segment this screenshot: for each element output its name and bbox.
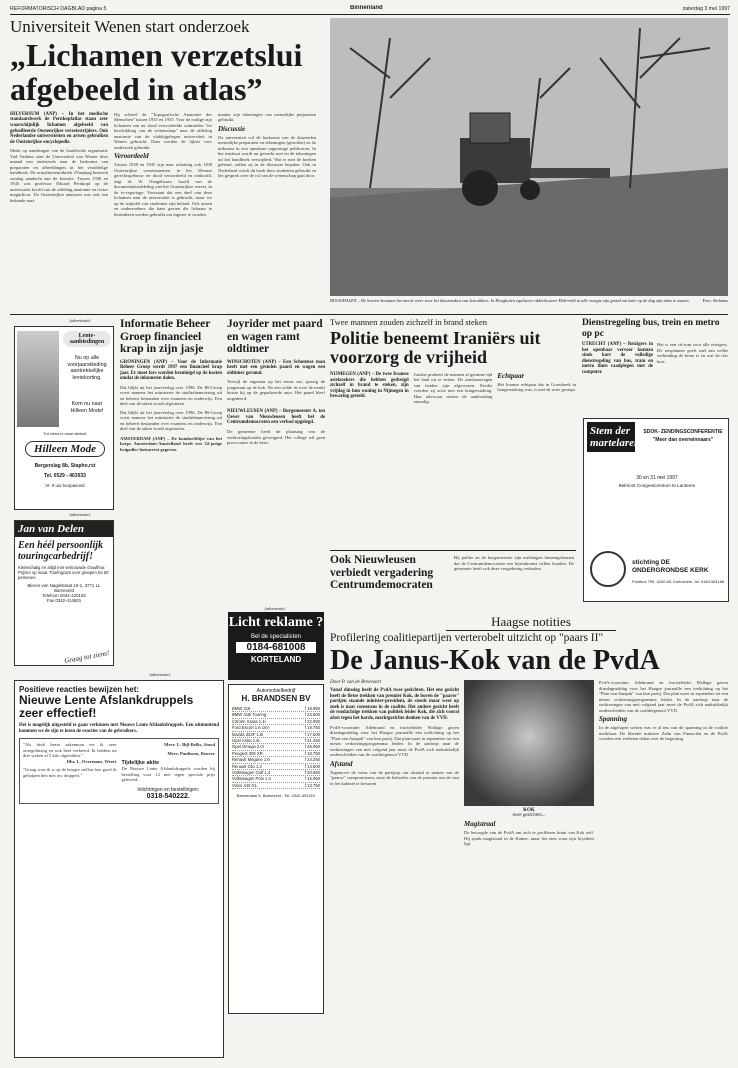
hilleen-phone: Tel. 0529 - 463933 xyxy=(44,473,86,479)
licht-title: Licht reklame ? xyxy=(228,615,324,630)
iraniers-body: Justitie probeert de mannen al geruime tijd het land uit te zetten. De asielaanvragen van beiden zijn afgewezen. Eerder voerden zij actie met een hongerstaking. Hun advocaat noemt de aanhouding onnodig. xyxy=(413,371,493,405)
positieve-kicker: Positieve reacties bewijzen het: xyxy=(19,685,140,694)
nieuwleusen-headline: Ook Nieuwleusen verbiedt vergadering Centrumdemocraten xyxy=(330,554,434,591)
main-article xyxy=(10,18,320,340)
brandsen-model: Mazda 323F 1.5i xyxy=(232,731,264,737)
dienstregeling-headline: Dienstregeling bus, trein en metro op pc xyxy=(582,318,720,339)
brandsen-price: f 18.950 xyxy=(304,706,320,711)
brandsen-price: f 23.500 xyxy=(304,712,320,718)
positieve-order: De Nieuwe Lente Afslankdruppels worden bij bestelling voor 12 mei tegen speciale prijs geleverd. xyxy=(121,766,215,783)
positieve-order-title: Tijdelijke aktie xyxy=(121,760,160,767)
brandsen-stock-list xyxy=(232,706,320,789)
brandsen-price: f 21.450 xyxy=(304,738,320,744)
dienstregeling-lead: UTRECHT (ANP) – Reizigers in het openbaar vervoer kunnen sinds kort de volledige dienstregeling van bus, tram en metro thuis raadplegen met de computer. xyxy=(582,342,653,375)
haagse-label: Haagse notities xyxy=(446,614,616,631)
haagse-lead: Vanaf dinsdag heeft de PvdA twee gezichten. Het ene gezicht heeft de fletse trekken van premier Kok, de boven de "paarse" partijen staande minister-president, de steeds maar weer op zoek is naar consensus in de coalitie. Het andere gezicht heeft de roodachtige trekken van politiek leider Kok, die zich vooral afzet tegen het harde, marktgerichte denken van de VVD. xyxy=(330,688,459,722)
brandsen-price: f 26.950 xyxy=(304,744,320,750)
header-date: zaterdag 3 mei 1997 xyxy=(682,6,730,12)
main-kicker: Universiteit Wenen start onderzoek xyxy=(10,18,250,36)
delen-name: Jan van Delen xyxy=(15,521,113,537)
nieuwleusen-body: De gemeente heeft de plaatsing van de verkiezingsborden geweigerd. Het college wil geen provocaties in de kern. xyxy=(227,429,325,446)
brandsen-model: Peugeot 306 XR xyxy=(232,750,263,756)
brandsen-model: Volkswagen Polo 1.4 xyxy=(232,776,271,782)
joyrider-headline: Joyrider met paard en wagen ramt oldtimer xyxy=(227,318,323,355)
iraniers-body-2: Het Iraanse echtpaar dat in Groesbeek in hongerstaking was, is met de actie gestopt. xyxy=(497,381,576,393)
iraniers-article xyxy=(330,318,576,548)
kok-caption: twee gezichten... xyxy=(512,813,546,819)
hilleen-line-2: aanbiedingen xyxy=(69,339,105,345)
tractor-photo xyxy=(330,18,728,296)
main-body-5: De universiteit wil de herkomst van de duizenden menselijke preparaten en tekeningen (gestolen) en de uitkomst in een openbare rapportage publiceren. In het instituut wordt nu gewerkt met en de tekeningen uit het handboek verwijderd. Wat er met de boeken gebeurt, zullen zij in de discussie bepalen. Ook in Nederland wordt dit boek door studenten gebruikt en het gesprek over de rol van de wetenschap gaat door. xyxy=(218,134,316,179)
main-body-1: Mede op aandringen van de Israëlische organisatie Yad Vashem start de Universiteit van Wenen deze maand een onderzoek naar de herkomst van preparaten en afbeeldingen in het verafdelige handboek. De actualiteitenrubriek 2Vandaag besteedt zondag aandacht aan de kwestie. Tussen 1938 en 1945 was professor Eduard Pernkopf op de universiteit hoofd van de afdeling anatomie en rector magnificus. De Oostenrijkse anatoom was ook een bekende nazi. xyxy=(10,148,108,203)
positieve-phone: 0318-540222. xyxy=(146,792,190,800)
joyrider-body: Terwijl de eigenaar op het terras zat, sprong de jongeman op de bok. Na een wilde rit over de markt botste hij op de geparkeerde auto. Het paard bleef ongedeerd. xyxy=(227,379,325,401)
positieve-info: Inlichtingen en bestellingen: xyxy=(137,786,200,793)
nieuwleusen-lead: NIEUWLEUSEN (ANP) – Burgemeester A. ten Oever van Nieuwleusen heeft bel de Centrumdemocraten een verbod opgelegd. xyxy=(227,409,325,426)
brandsen-price: f 14.500 xyxy=(304,763,320,769)
positieve-headline: Nieuwe Lente Afslankdruppels zeer effectief! xyxy=(19,693,194,720)
haagse-body-4: In de afgelopen weken was er al iets van de spanning in de coalitie merkbaar. De liberale minister Zalm van Financiën en de PvdA voerden een verbeten debat over de begroting. xyxy=(599,725,728,742)
positieve-sig-1: Dhr. L. Overmans, Weert xyxy=(66,758,117,764)
licht-phone: 0184-681008 xyxy=(236,642,316,653)
brandsen-subtitle: Automobielbedrijf xyxy=(256,688,296,694)
brandsen-model: Renault Mégane 1.6 xyxy=(232,757,270,763)
hilleen-offer: Nu op alle voorjaarskleding aantrekkelijke lentekorting. xyxy=(67,355,107,381)
brandsen-model: BMW 316 xyxy=(232,706,251,711)
delen-address: Bleron van Nagelstraat 10-1, 3771 LL Barneveld xyxy=(27,583,101,593)
page-header xyxy=(10,5,730,15)
ad-van-delen[interactable] xyxy=(14,520,114,666)
brandsen-model: Renault Clio 1.2 xyxy=(232,763,262,769)
stem-place: Belmont Congrescentrum te Lanteren xyxy=(618,483,696,488)
hilleen-line-1: Lente- xyxy=(78,333,96,339)
stem-addr: Postbus 795, 4200 AS Gorinchem, tel. 0183-581166 xyxy=(632,579,725,584)
iraniers-lead: NIJMEGEN (ANP) – De twee Iraanse asielzoekers die hebben gedreigd zichzelf in brand te steken, zijn vrijdag in hun woning in Nijmegen in bewaring gesteld. xyxy=(330,371,409,400)
ibg-lead: GRONINGEN (ANP) – Voor de Informatie Beheer Groep wordt 1997 een financieel krap jaar. Er moet fors worden bezuinigd op de kosten omdat de inkomsten dalen. xyxy=(120,359,222,382)
positieve-sig-2: Mevr. L. Bijl-Belks, Staxd xyxy=(164,742,215,748)
photo-caption: HOOGHALEN – De boeren benutten het mooie weer voor het klaarmaken van hun akkers. In Hooghalen egaliseert akkerbouwer Elderveld in alle vroegte zijn grond om later op de dag zijn mais te zaaien. Foto: Stefanus xyxy=(330,298,728,303)
ibg-body-repeat: Dat blijkt uit het jaarverslag over 1996. De IB-Groep voert namens het ministerie de studiefinanciering uit en beheert bestanden over examens en onderwijs. Een deel van de taken wordt afgestoten. xyxy=(120,409,222,432)
brandsen-model: Volkswagen Golf 1.4 xyxy=(232,770,271,776)
haagse-byline: Door P. van de Breevaart xyxy=(330,680,381,686)
brandsen-price: f 15.950 xyxy=(304,776,320,782)
positieve-body: "Als druk bezet zakenman eet ik zeer onregelmatig en ook heel verkeerd. Ik hebben na drie weken al 5 kilo afgevallen." xyxy=(23,742,117,759)
hilleen-address: Bergerslag 8b, Stapho,rst xyxy=(34,463,96,469)
haagse-body-3: De betoogde van de PvdA om zich te profileren komt van Kok zelf. Hij sprak magistraal in de Kamer, maar liet zien waar zijn loyaliteit ligt. xyxy=(464,830,594,847)
haagse-article xyxy=(330,632,728,1058)
haagse-sub-1: Afstand xyxy=(330,759,353,768)
brandsen-price: f 13.750 xyxy=(304,782,320,788)
dienstregeling-article xyxy=(582,318,728,414)
haagse-headline: De Janus-Kok van de PvdA xyxy=(330,645,660,677)
delen-phone: Telefoon 0342-420192 xyxy=(42,593,86,598)
hilleen-note: Tot ziens in onze winkel! xyxy=(43,431,87,436)
stem-name: Stem der martelaren xyxy=(587,422,635,452)
haagse-sub-3: Spanning xyxy=(599,715,628,724)
header-section: Binnenland xyxy=(350,5,383,11)
ad-label-3: (advertentie) xyxy=(264,606,286,611)
ad-licht-reklame[interactable] xyxy=(228,612,324,680)
brandsen-row xyxy=(232,783,320,789)
delen-bullets: Kleinschalig en altijd met vertrouwde chauffeur. Prijzen op maat. Touringcars voor groepen tot 50 personen. xyxy=(18,565,109,580)
haagse-body: PvdA-voorzitter Adelmund en fractieleider Wallage gaven dinsdagmiddag voor het Haagse journaille een toelichting op het "Plan van Aanpak" van hun partij. Dat plan moet in september tot een nieuw verkiezingsprogramma leiden. In de aanloop naar de verkiezingen van mei volgend jaar moet de PvdA zich nadrukkelijk onderscheiden van de coalitiegenoot VVD. xyxy=(330,724,459,758)
ad-hilleen[interactable] xyxy=(14,326,114,510)
positieve-lead: Het is mogelijk uitgesteld te gaan verkiezen met Nieuwe Lente Afslankdruppels. Een uitmuntend kommen we de zijn te lezen de reacties van de gebruikers. xyxy=(19,723,219,734)
kok-caption-name: KOK xyxy=(523,808,535,814)
nieuwleusen-text: Bij politie en de burgemeester zijn meldingen binnengekomen dat de Centrumdemocraten een bijeenkomst willen houden. De gemeente heeft ook deze vergadering verboden. xyxy=(454,555,574,571)
brandsen-footer: Bannerlaan 5, Barneveld - Tel. 0342-491310 xyxy=(236,793,316,799)
main-body-3: Tussen 1938 en 1945 zijn naar schatting ook 1100 Oostenrijkse verzetsmensen in het Weense gerechtsgebouw ter dood veroordeeld en onthoofd, zegt dr. W. Neugebauer, hoofd van de documentatieafdeling van het Oostenrijkse verzet, in de tv-reportage. Voorstaat dat een deel van deze lichamen naar de universiteit is gebracht, maar we op de snijtafel van studenten zijn beland. Ook artsen en onderzoekers die kans gezien die lichaam te bestuderen werden gebruikt om ingezet te worden. xyxy=(114,162,212,217)
photo-credit: Foto: Stefanus xyxy=(702,298,728,303)
delen-fax: Fax 0342-414801 xyxy=(46,598,82,603)
licht-brand: KORTELAND xyxy=(250,655,302,664)
ad-positieve-reacties[interactable] xyxy=(14,680,224,1058)
ibg-headline: Informatie Beheer Groep financieel krap in zijn jasje xyxy=(120,318,211,355)
main-sub-2: Discussie xyxy=(218,124,246,133)
brandsen-price: f 24.250 xyxy=(304,757,320,763)
stem-date: 30 en 31 mei 1997 xyxy=(636,475,678,481)
haagse-body-3b: PvdA-voorzitter Adelmund en fractieleider Wallage gaven dinsdagmiddag voor het Haagse journaille een toelichting op het "Plan van Aanpak" van hun partij. Dat plan moet in september tot een nieuw verkiezingsprogramma leiden. In de aanloop naar de verkiezingen van mei volgend jaar moet de PvdA zich nadrukkelijk onderscheiden van de coalitiegenoot VVD. xyxy=(599,680,728,713)
stem-seal xyxy=(590,551,626,587)
brandsen-model: BMW 318i Touring xyxy=(232,712,267,718)
hilleen-brand: Hilleen Mode xyxy=(25,441,105,457)
delen-tag: Graag tot ziens! xyxy=(63,649,110,665)
hilleen-hours: Vr. 9 uur koopavond xyxy=(45,483,85,488)
header-left: REFORMATORISCH DAGBLAD pagina 5 xyxy=(10,6,107,12)
brandsen-model: Opel Astra 1.6i xyxy=(232,738,260,744)
iraniers-sub: Echtpaar xyxy=(497,371,525,380)
dienstregeling-body: Het is een cd-rom voor alle reizigers. De reisplanner geeft snel aan welke verbinding de beste is en wat de reis kost. xyxy=(657,342,728,364)
iraniers-headline: Politie beneemt Iraniërs uit voorzorg de vrijheid xyxy=(330,327,541,367)
brandsen-title: H. BRANDSEN BV xyxy=(241,694,311,703)
brandsen-price: f 19.750 xyxy=(304,725,320,731)
ibg-amsterdam: AMSTERDAM (ANP) – De komfortblijst van het korps Amsterdam-Amstelland heeft een 34-jarige brigadier huisarrest gegeven. xyxy=(120,435,222,452)
brandsen-model: Citroën Xsara 1.4i xyxy=(232,718,266,724)
positieve-sig-3: Mevr. Paulissen, Reuver xyxy=(167,750,215,756)
haagse-body-2: Tegenover de wens van de partijtop om afstand te nemen van de "paarse" compromissen, staat de behoefte van de premier om de rust in het kabinet te bewaren. xyxy=(330,769,459,786)
ad-brandsen[interactable] xyxy=(228,684,324,1014)
haagse-sub-2: Magistraal xyxy=(464,820,496,829)
iraniers-kicker: Twee mannen zouden zichzelf in brand steken xyxy=(330,318,488,327)
main-body-2: Hij schreef de "Topografische Anatomie des Menschen" tussen 1935 en 1955. Voor de nodige zijn lichamen van ter dood veroordeelde criminelen "ter beschikking van de wetenschap" naar de afdeling anatomie van de vlakbijgelegen universiteit in Wenen gebracht. Daar werden de lijken voor onderzoek gebruikt. xyxy=(114,111,212,150)
stem-conf: SDOK- ZENDINGSCONFERENTIE xyxy=(643,429,723,435)
brandsen-model: Ford Escort 1.6 16V xyxy=(232,725,270,731)
ad-label-4: (advertentie) xyxy=(149,672,171,677)
brandsen-model: Volvo 440 GL xyxy=(232,782,258,788)
kok-portrait xyxy=(464,680,594,806)
ad-stem-martelaren[interactable] xyxy=(583,418,729,602)
stem-theme: "Meer dan overwinnaars" xyxy=(652,437,714,443)
brandsen-price: f 22.950 xyxy=(304,718,320,724)
ibg-body: Dat blijkt uit het jaarverslag over 1996. De IB-Groep voert namens het ministerie de studiefinanciering uit en beheert bestanden over examens en onderwijs. Een deel van de taken wordt afgestoten. xyxy=(120,384,222,407)
haagse-kicker: Profilering coalitiepartijen verterobelt uitzicht op "paars II" xyxy=(330,632,604,644)
main-lead: HILVERSUM (ANP) – In het medische standaardwerk de Pernkopfatlas staan zeer waarschijnlijk lichamen afgebeeld van gefusilleerde Oostenrijkse verzetsstrijders. Ook Nederlandse universiteiten en artsen gebruiken de Oostenrijkse encyclopedie. xyxy=(10,111,108,145)
brandsen-price: f 17.500 xyxy=(304,731,320,737)
ad-label-2: (advertentie) xyxy=(69,512,91,517)
ibg-article xyxy=(120,318,222,668)
positieve-body-2: "Graag wou ik u op de hoogte stellen hoe goed ik geholpen ben met uw druppels." xyxy=(23,767,117,778)
main-body-4: manier zijn tekeningen van menselijke preparaten gebruikt. xyxy=(218,111,316,123)
hilleen-cta: Kom nu naar Hilleen Mode! xyxy=(70,401,104,414)
delen-slogan: Een héél persoonlijk touringcarbedrijf! xyxy=(18,540,104,562)
nieuwleusen-article xyxy=(330,550,576,614)
main-sub-1: Veroordeeld xyxy=(114,152,149,161)
main-headline: „Lichamen verzetslui afgebeeld in atlas” xyxy=(10,36,303,107)
licht-cta: Bel de specialisten xyxy=(250,634,302,640)
tractor-illustration xyxy=(330,18,728,296)
brandsen-price: f 18.750 xyxy=(304,750,320,756)
brandsen-model: Opel Omega 2.0i xyxy=(232,744,264,750)
stem-org: stichting DE ONDERGRONDSE KERK xyxy=(632,559,709,574)
joyrider-article xyxy=(227,318,325,548)
ad-label-1: (advertentie) xyxy=(69,318,91,323)
brandsen-price: f 20.950 xyxy=(304,770,320,776)
joyrider-lead: WINSCHOTEN (ANP) – Een Schotense man heeft met een gestolen paard en wagen een oldtimer geramd. xyxy=(227,359,325,376)
